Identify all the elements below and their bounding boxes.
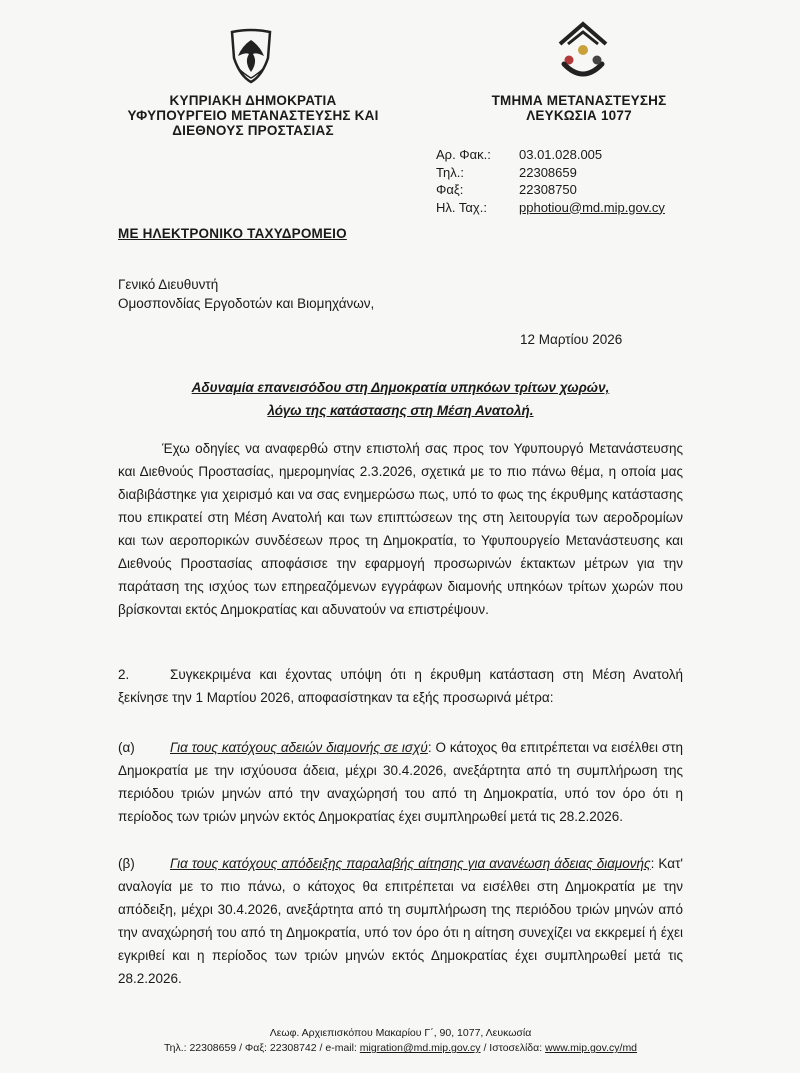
footer-website-link[interactable]: www.mip.gov.cy/md xyxy=(545,1042,638,1054)
measure-label: (β) xyxy=(118,856,135,871)
department-name: ΤΜΗΜΑ ΜΕΤΑΝΑΣΤΕΥΣΗΣ ΛΕΥΚΩΣΙΑ 1077 xyxy=(491,93,667,123)
fax-row: Φαξ: 22308750 xyxy=(436,182,577,197)
cyprus-coat-of-arms-icon xyxy=(228,28,274,84)
footer-address: Λεωφ. Αρχιεπισκόπου Μακαρίου Γ΄, 90, 1077, Λευκωσία xyxy=(269,1027,532,1039)
migration-department-logo-icon xyxy=(556,20,610,82)
letter-subject: Αδυναμία επανεισόδου στη Δημοκρατία υπηκόων τρίτων χωρών, λόγω της κατάστασης στη Μέση Ανατολή. xyxy=(191,380,610,418)
file-number-row: Αρ. Φακ.: 03.01.028.005 xyxy=(436,147,603,162)
email-row: Ηλ. Ταχ.: pphotiou@md.mip.gov.cy xyxy=(436,199,665,215)
footer-contacts: Τηλ.: 22308659 / Φαξ: 22308742 / e-mail: migration@md.mip.gov.cy / Ιστοσελίδα: www.mip.gov.cy/md xyxy=(163,1042,638,1054)
paragraph-number: 2. xyxy=(118,667,130,682)
measure-heading: Για τους κατόχους αδειών διαμονής σε ισχύ xyxy=(170,740,428,755)
reference-block xyxy=(436,146,665,216)
ministry-name: ΚΥΠΡΙΑΚΗ ΔΗΜΟΚΡΑΤΙΑ ΥΦΥΠΟΥΡΓΕΙΟ ΜΕΤΑΝΑΣΤΕΥΣΗΣ ΚΑΙ ΔΙΕΘΝΟΥΣ ΠΡΟΣΤΑΣΙΑΣ xyxy=(127,93,379,138)
delivery-method-heading: ΜΕ ΗΛΕΚΤΡΟΝΙΚΟ ΤΑΧΥΔΡΟΜΕΙΟ xyxy=(118,226,347,241)
footer xyxy=(118,1026,683,1056)
paragraph-2: 2. Συγκεκριμένα και έχοντας υπόψη ότι η έκρυθμη κατάσταση στη Μέση Ανατολή ξεκίνησε την 1 Μαρτίου 2026, αποφασίστηκαν τα εξής προσωρινά μέτρα: xyxy=(118,663,683,709)
telephone-row: Τηλ.: 22308659 xyxy=(436,164,577,180)
paragraph-1: Έχω οδηγίες να αναφερθώ στην επιστολή σας προς τον Υφυπουργό Μετανάστευσης και Διεθνούς Προστασίας, ημερομηνίας 2.3.2026, σχετικά με το πιο πάνω θέμα, η οποία μας διαβιβάστηκε για χειρισμό και να σας ενημερώσω πως, υπό το φως της έκρυθμης κατάστασης που επικρατεί στη Μέση Ανατολή και των επιπτώσεων της στη λειτουργία των αεροδρομίων και των αεροπορικών συνδέσεων προς τη Δημοκρατία, το Υφυπουργείο Μετανάστευσης και Διεθνούς Προστασίας αποφάσισε την εφαρμογή προσωρινών έκτακτων μέτρων για την παράταση της ισχύος των επηρεαζόμενων εγγράφων διαμονής υπηκόων τρίτων χωρών που βρίσκονται εκτός Δημοκρατίας και αδυνατούν να επιστρέψουν. xyxy=(118,441,683,617)
measure-a: (α) Για τους κατόχους αδειών διαμονής σε ισχύ: Ο κάτοχος θα επιτρέπεται να εισέλθει στη Δημοκρατία με την ισχύουσα άδεια, μέχρι 30.4.2026, ανεξάρτητα από τη συμπλήρωση της περιόδου τριών μηνών από την αναχώρησή του από τη Δημοκρατία, υπό τον όρο ότι η περίοδος των τριών μηνών εκτός Δημοκρατίας έχει συμπληρωθεί μετά τις 28.2.2026. xyxy=(118,736,683,828)
measure-label: (α) xyxy=(118,740,135,755)
measure-b: (β) Για τους κατόχους απόδειξης παραλαβής αίτησης για ανανέωση άδειας διαμονής: Κατ' αναλογία με το πιο πάνω, ο κάτοχος θα επιτρέπεται να εισέλθει στη Δημοκρατία με την απόδειξη, μέχρι 30.4.2026, ανεξάρτητα από τη συμπλήρωση της περιόδου τριών μηνών από την αναχώρησή του από τη Δημοκρατία, υπό τον όρο ότι η αίτηση συνεχίζει να εκκρεμεί ή έχει εγκριθεί και η περίοδος των τριών μηνών εκτός Δημοκρατίας έχει συμπληρωθεί μετά τις 28.2.2026. xyxy=(118,852,683,990)
sender-email-link[interactable]: pphotiou@md.mip.gov.cy xyxy=(519,199,665,215)
measure-heading: Για τους κατόχους απόδειξης παραλαβής αίτησης για ανανέωση άδειας διαμονής xyxy=(170,856,651,871)
recipient-block: Γενικό Διευθυντή Ομοσπονδίας Εργοδοτών και Βιομηχάνων, xyxy=(118,277,375,311)
footer-email-link[interactable]: migration@md.mip.gov.cy xyxy=(359,1042,481,1054)
letter-date: 12 Μαρτίου 2026 xyxy=(520,332,623,347)
